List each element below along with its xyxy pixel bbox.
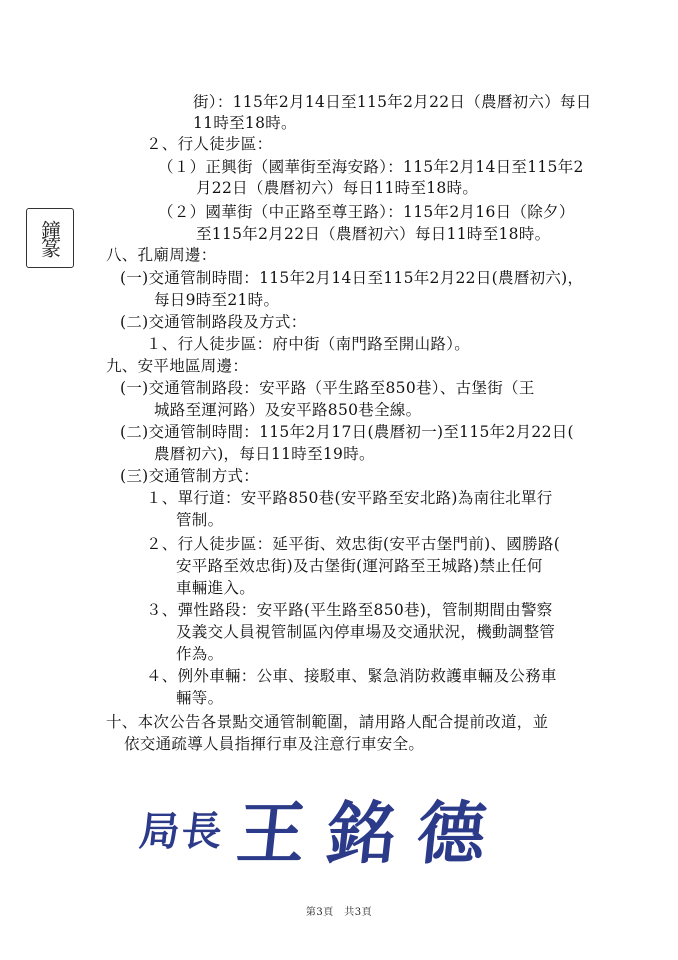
text-line: (二)交通管制路段及方式： bbox=[120, 313, 307, 331]
text-line: (一)交通管制路段：安平路（平生路至850巷）、古堡街（王 bbox=[120, 379, 535, 397]
section-heading: 十、本次公告各景點交通管制範圍，請用路人配合提前改道，並 bbox=[106, 713, 549, 731]
text-line: 輛等。 bbox=[176, 689, 224, 707]
text-line: 每日9時至21時。 bbox=[154, 291, 280, 309]
text-line: １、單行道：安平路850巷(安平路至安北路)為南往北單行 bbox=[146, 489, 553, 507]
text-line: 城路至運河路）及安平路850巷全線。 bbox=[154, 401, 422, 419]
text-line: 農曆初六)，每日11時至19時。 bbox=[154, 445, 375, 463]
director-signature bbox=[135, 780, 513, 877]
text-line: ２、行人徒步區： bbox=[146, 135, 273, 153]
text-line: （１）正興街（國華街至海安路）：115年2月14日至115年2 bbox=[158, 158, 584, 176]
section-heading: 九、安平地區周邊： bbox=[106, 357, 249, 375]
text-line: ２、行人徒步區：延平街、效忠街(安平古堡門前)、國勝路( bbox=[146, 535, 561, 553]
text-line: １、行人徒步區：府中街（南門路至開山路）。 bbox=[146, 335, 471, 353]
text-line: (三)交通管制方式： bbox=[120, 467, 260, 485]
text-line: ３、彈性路段：安平路(平生路至850巷)，管制期間由警察 bbox=[146, 601, 553, 619]
text-line: 管制。 bbox=[176, 511, 224, 529]
text-line: （２）國華街（中正路至尊王路）：115年2月16日（除夕） bbox=[158, 203, 575, 221]
text-line: 月22日（農曆初六）每日11時至18時。 bbox=[196, 179, 479, 197]
signature-title: 局長 bbox=[137, 808, 227, 855]
text-line: 作為。 bbox=[176, 645, 224, 663]
official-seal-stamp bbox=[26, 208, 74, 268]
text-line: 及義交人員視管制區內停車場及交通狀況，機動調整管 bbox=[176, 623, 556, 641]
signature-name: 王銘德 bbox=[233, 794, 512, 874]
text-line: (一)交通管制時間：115年2月14日至115年2月22日(農曆初六)， bbox=[120, 269, 584, 287]
text-line: 至115年2月22日（農曆初六）每日11時至18時。 bbox=[196, 225, 551, 243]
text-line: 安平路至效忠街)及古堡街(運河路至王城路)禁止任何 bbox=[176, 557, 543, 575]
text-line: 依交通疏導人員指揮行車及注意行車安全。 bbox=[124, 735, 425, 753]
section-heading: 八、孔廟周邊： bbox=[106, 246, 217, 264]
page-number: 第3頁 共3頁 bbox=[305, 907, 373, 918]
text-line: (二)交通管制時間：115年2月17日(農曆初一)至115年2月22日( bbox=[120, 423, 574, 441]
text-line: ４、例外車輛：公車、接駁車、緊急消防救護車輛及公務車 bbox=[146, 667, 557, 685]
seal-text: 鐘篆 bbox=[37, 220, 62, 256]
text-line: 11時至18時。 bbox=[193, 114, 297, 132]
text-line: 街）：115年2月14日至115年2月22日（農曆初六）每日 bbox=[193, 93, 592, 111]
text-line: 車輛進入。 bbox=[176, 579, 256, 597]
